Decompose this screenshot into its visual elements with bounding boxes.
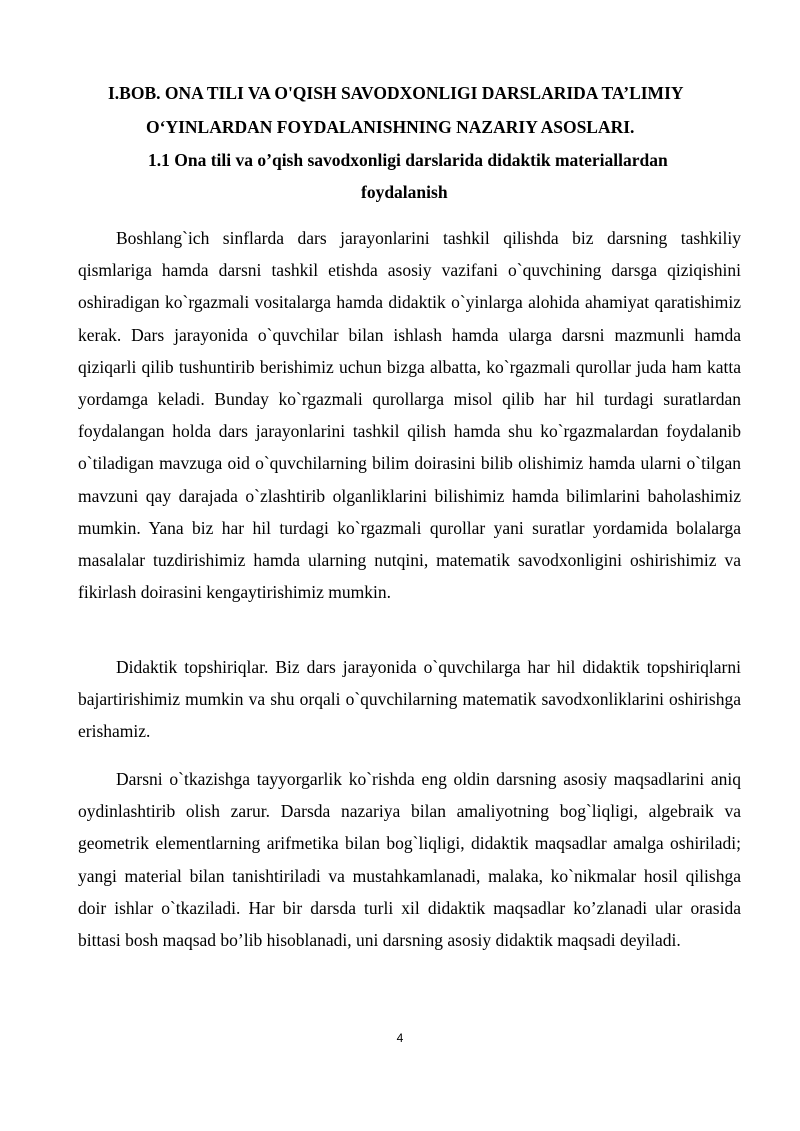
body-paragraph: Didaktik topshiriqlar. Biz dars jarayonida o`quvchilarga har hil didaktik topshiriqlarni bajartirishimiz mumkin va shu orqali o`quvchilarning matematik savodxonliklarini oshirishga erishamiz. <box>78 657 741 742</box>
section-title-line-1: 1.1 Ona tili va o’qish savodxonligi darslarida didaktik materiallardan <box>148 150 668 170</box>
body-paragraph: Boshlang`ich sinflarda dars jarayonlarini tashkil qilishda biz darsning tashkiliy qismlariga hamda darsni tashkil etishda asosiy vazifani o`quvchining darsga qiziqishini oshiradigan ko`rgazmali vositalarga hamda didaktik o`yinlarga alohida ahamiyat qaratishimiz kerak. Dars jarayonida o`quvchilar bilan ishlash hamda ularga darsni mazmunli hamda qiziqarli qilib tushuntirib berishimiz uchun bizga albatta, ko`rgazmali qurollar juda ham katta yordamga keladi. Bunday ko`rgazmali qurollarga misol qilib har hil turdagi suratlardan foydalangan holda dars jarayonlarini tashkil qilish hamda shu ko`rgazmalardan foydalanib o`tiladigan mavzuga oid o`quvchilarning bilim doirasini bilib olishimiz hamda ularni o`tilgan mavzuni qay darajada o`zlashtirib olganliklarini bilishimiz hamda bilimlarini baholashimiz mumkin. Yana biz har hil turdagi ko`rgazmali qurollar yani suratlar yordamida bolalarga masalalar tuzdirishimiz hamda ularning nutqini, matematik savodxonligini oshirishimiz va fikirlash doirasini kengaytirishimiz mumkin. <box>78 228 741 603</box>
body-paragraph: Darsni o`tkazishga tayyorgarlik ko`rishda eng oldin darsning asosiy maqsadlarini aniq oydinlashtirib olish zarur. Darsda nazariya bilan amaliyotning bog`liqligi, algebraik va geometrik elementlarning arifmetika bilan bog`liqligi, didaktik maqsadlar amalga oshiriladi; yangi material bilan tanishtiriladi va mustahkamlanadi, malaka, ko`nikmalar hosil qilishga doir ishlar o`tkaziladi. Har bir darsda turli xil didaktik maqsadlar ko’zlanadi ular orasida bittasi bosh maqsad bo’lib hisoblanadi, uni darsning asosiy didaktik maqsadi deyiladi. <box>78 769 741 951</box>
chapter-title-line-2: O‘YINLARDAN FOYDALANISHNING NAZARIY ASOSLARI. <box>146 117 635 137</box>
section-title-line-2: foydalanish <box>361 182 448 202</box>
page-number: 4 <box>396 1031 404 1045</box>
chapter-title-line-1: I.BOB. ONA TILI VA O'QISH SAVODXONLIGI DARSLARIDA TA’LIMIY <box>108 83 684 103</box>
